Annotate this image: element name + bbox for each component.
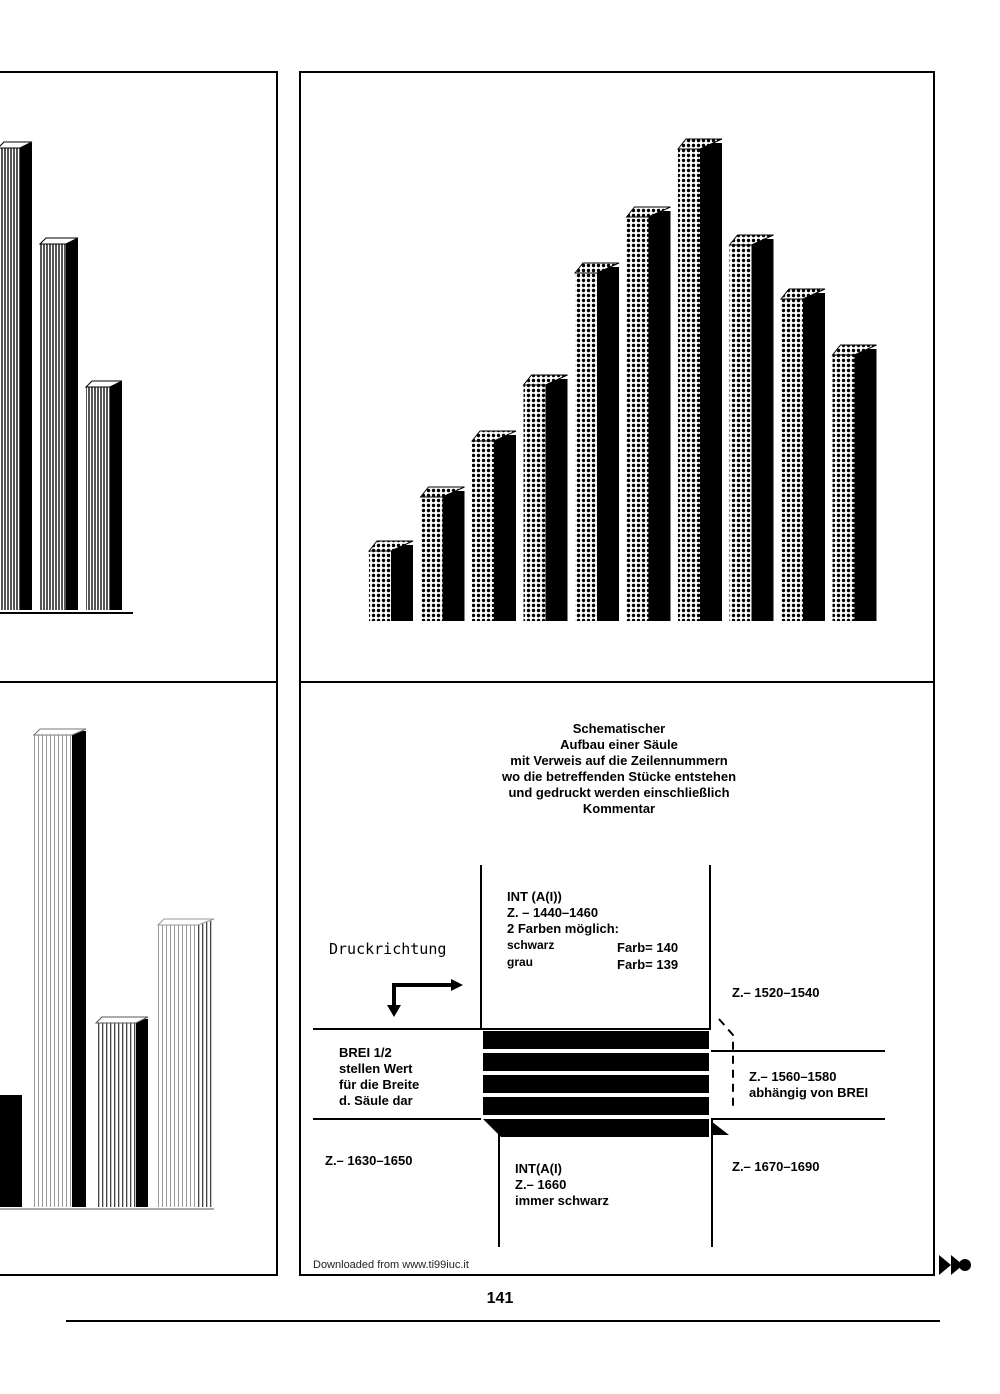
schematic-panel xyxy=(299,681,935,1276)
schematic-diagram xyxy=(301,683,935,1276)
left-block-line: BREI 1/2 xyxy=(339,1045,392,1060)
column-stripe xyxy=(483,1097,709,1115)
bottom-right-label: Z.– 1670–1690 xyxy=(732,1159,820,1174)
bar-chart-bottom-left xyxy=(0,683,278,1276)
bar-5 xyxy=(575,263,619,621)
bar-chart-3d xyxy=(301,73,935,683)
bar-4 xyxy=(158,919,214,1207)
bottom-center-block xyxy=(515,1161,609,1209)
bar-3 xyxy=(472,431,516,621)
bottom-center-line: Z.– 1660 xyxy=(515,1177,567,1192)
column-stripe xyxy=(483,1075,709,1093)
title-line: Kommentar xyxy=(582,801,656,816)
direction-label: Druckrichtung xyxy=(329,940,447,958)
bottom-center-line: INT(A(I) xyxy=(515,1161,562,1176)
column-base xyxy=(483,1119,709,1137)
bottom-center-line: immer schwarz xyxy=(515,1193,609,1208)
title-line: und gedruckt werden einschließlich xyxy=(508,785,730,800)
next-page-arrow-icon xyxy=(937,1253,973,1277)
title-line: Aufbau einer Säule xyxy=(560,737,678,752)
color2-name: grau xyxy=(507,955,534,969)
bar-9 xyxy=(781,289,825,621)
bar-2 xyxy=(34,729,86,1207)
left-block-line: d. Säule dar xyxy=(339,1093,413,1108)
top-block-line: Z. – 1440–1460 xyxy=(507,905,599,920)
bar-8 xyxy=(730,235,774,621)
color1-name: schwarz xyxy=(507,938,555,952)
top-block xyxy=(507,889,619,937)
bar-1 xyxy=(0,1095,22,1207)
bar-1 xyxy=(369,541,413,621)
direction-arrow xyxy=(387,979,463,1017)
right-mid-block xyxy=(749,1069,868,1101)
bar-2 xyxy=(421,487,465,621)
bar-7 xyxy=(678,139,722,621)
left-block xyxy=(339,1045,419,1109)
title-line: Schematischer xyxy=(572,721,666,736)
bar-3 xyxy=(96,1017,148,1207)
top-block-line: 2 Farben möglich: xyxy=(507,921,619,936)
right-top-label: Z.– 1520–1540 xyxy=(732,985,820,1000)
download-note: Downloaded from www.ti99iuc.it xyxy=(313,1259,469,1271)
bar-1 xyxy=(0,142,32,610)
color2-code: Farb= 139 xyxy=(617,957,679,972)
bar-chart-panel-top-left xyxy=(0,71,278,683)
title-line: mit Verweis auf die Zeilennummern xyxy=(510,753,728,768)
top-block-line: INT (A(I)) xyxy=(507,889,562,904)
column-corner xyxy=(711,1121,729,1135)
bar-chart-top-left xyxy=(0,73,278,683)
column-stripe xyxy=(483,1053,709,1071)
bar-2 xyxy=(40,238,78,610)
bottom-left-label: Z.– 1630–1650 xyxy=(325,1153,413,1168)
bar-6 xyxy=(627,207,671,621)
color1-code: Farb= 140 xyxy=(617,940,679,955)
bar-4 xyxy=(524,375,568,621)
column-stripe xyxy=(483,1031,709,1049)
footer-rule xyxy=(66,1320,940,1322)
right-mid-line: Z.– 1560–1580 xyxy=(749,1069,837,1084)
dashed-bracket xyxy=(719,1019,733,1111)
bar-3 xyxy=(86,381,122,610)
bar-chart-panel-bottom-left xyxy=(0,681,278,1276)
right-mid-line: abhängig von BREI xyxy=(749,1085,869,1100)
left-block-line: für die Breite xyxy=(339,1077,420,1092)
page-number: 141 xyxy=(486,1290,514,1307)
bar-chart-panel-top-right xyxy=(299,71,935,683)
bar-10 xyxy=(833,345,877,621)
title-line: wo die betreffenden Stücke entstehen xyxy=(501,769,737,784)
left-block-line: stellen Wert xyxy=(339,1061,413,1076)
